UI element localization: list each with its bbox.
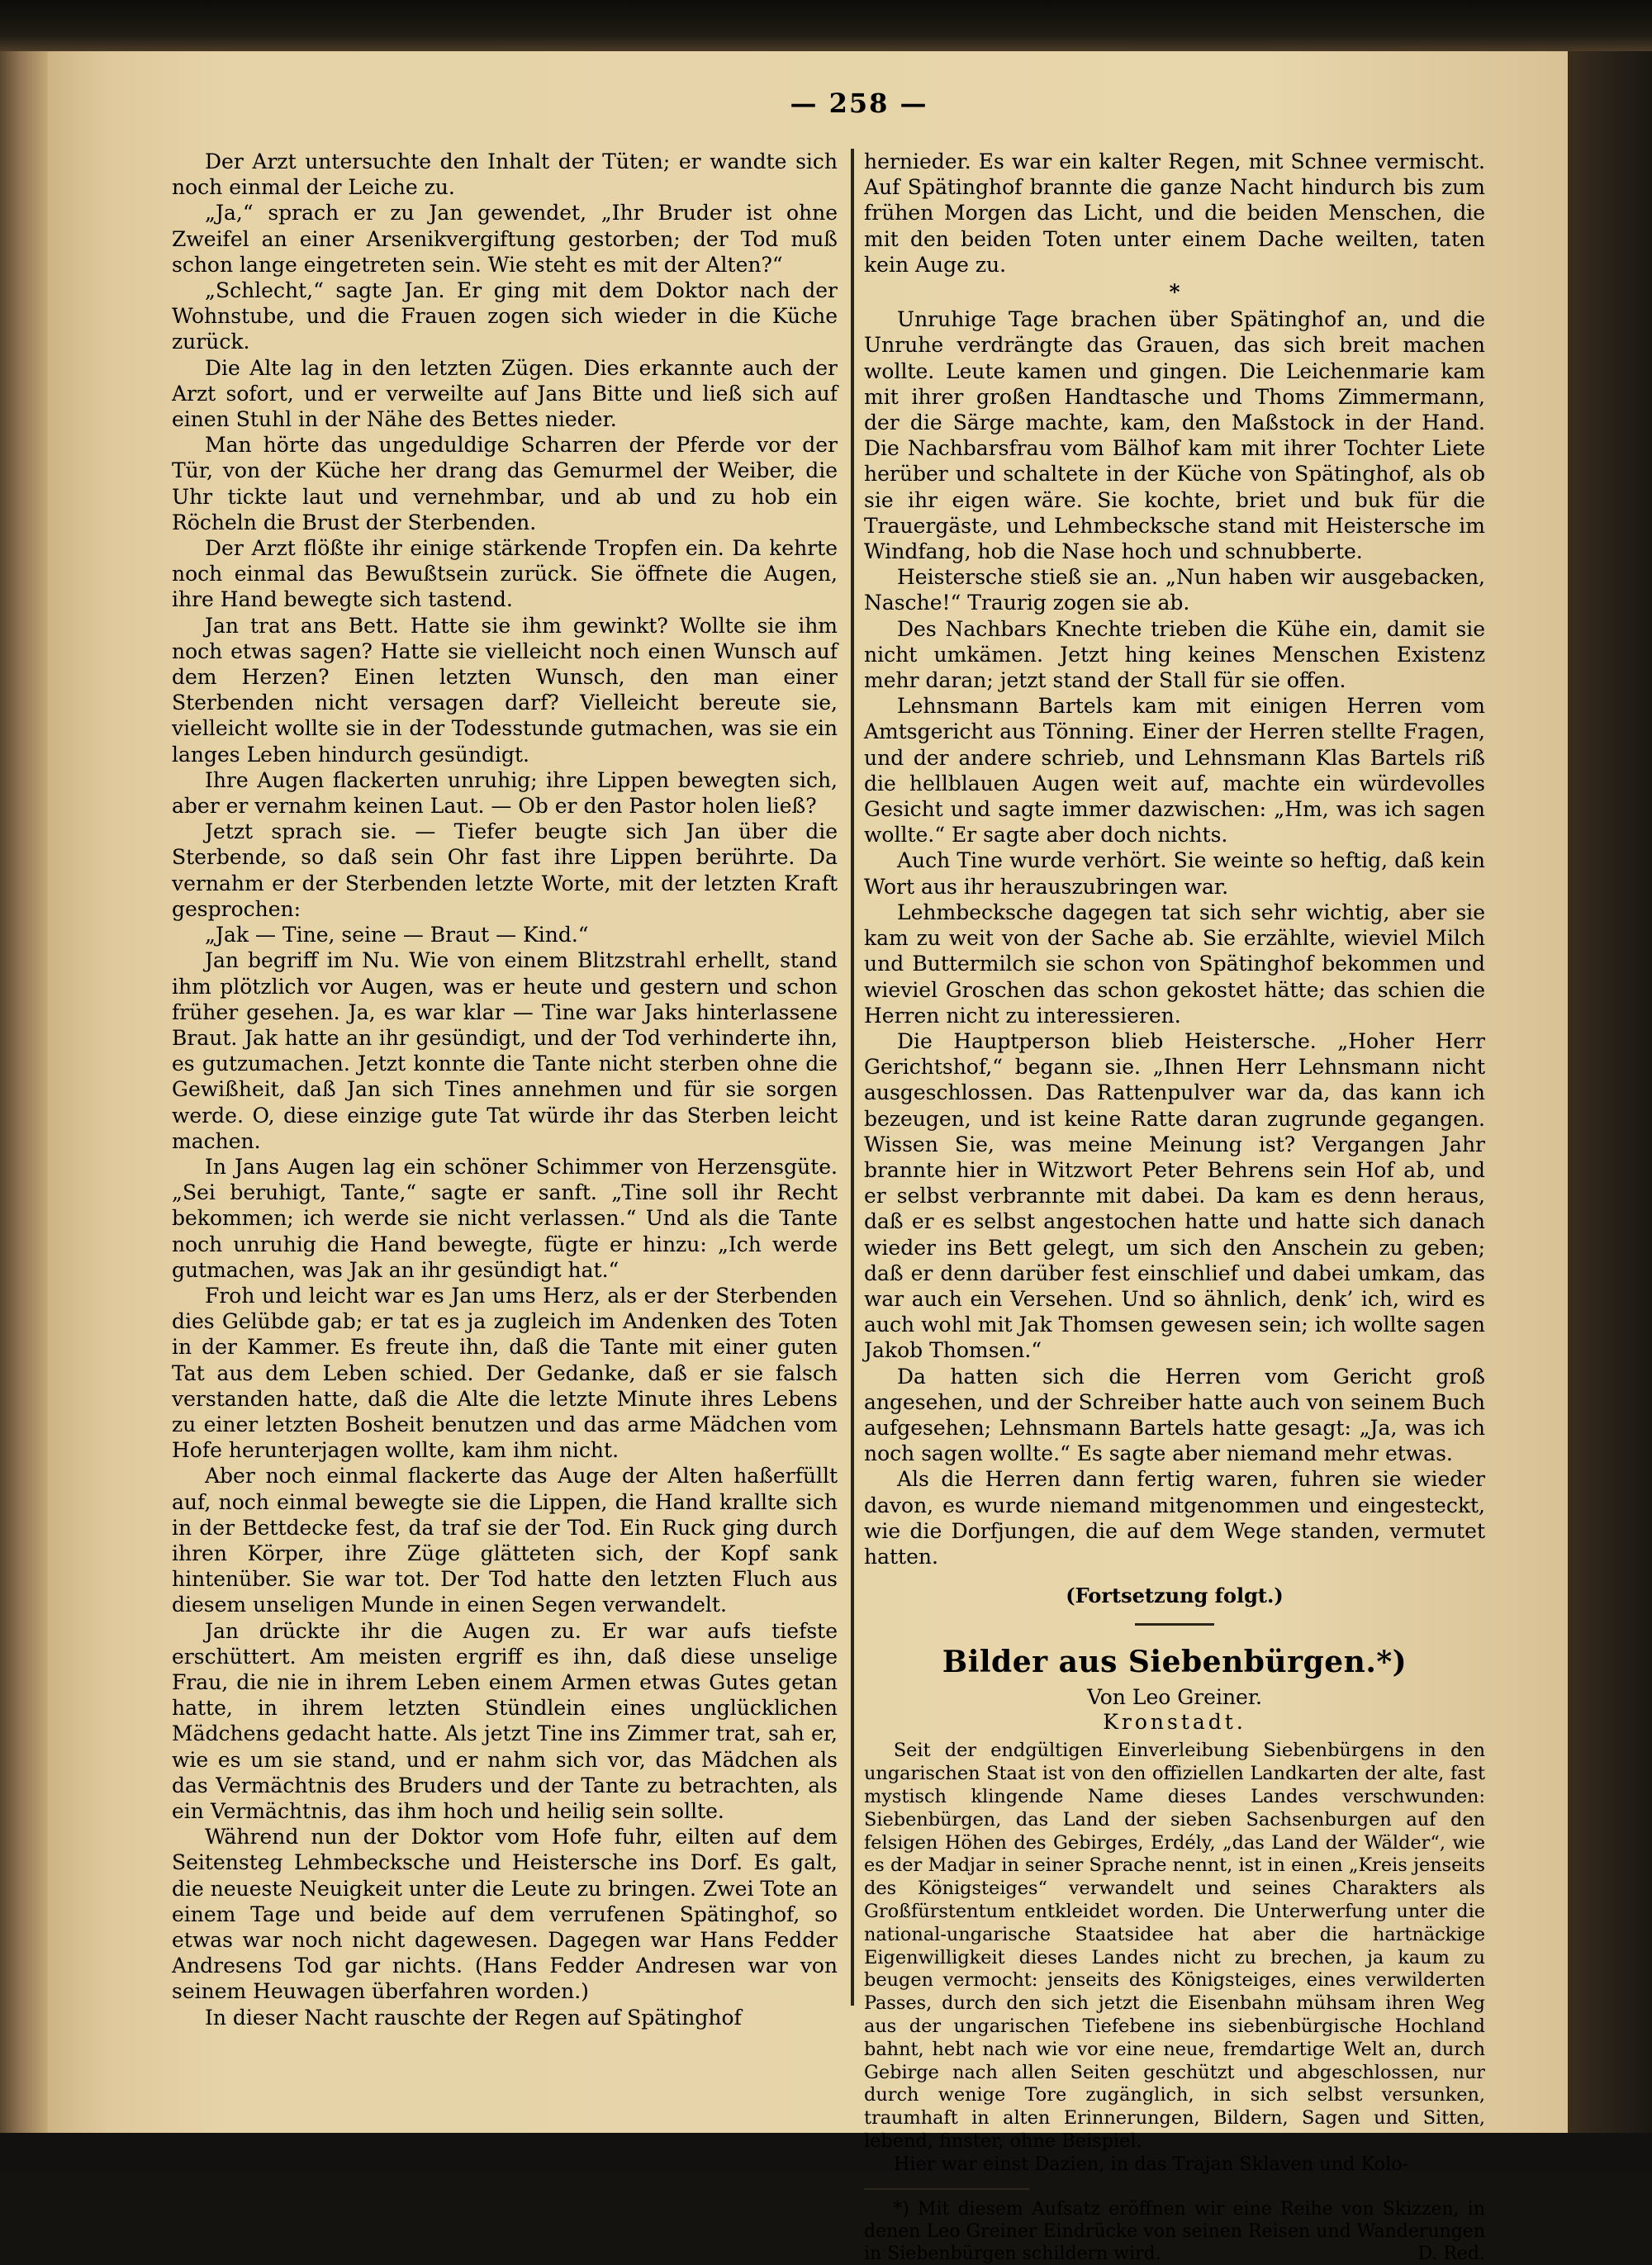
footnote (864, 2198, 1485, 2265)
paragraph: Während nun der Doktor vom Hofe fuhr, eilten auf dem Seitensteg Lehmbecksche und Heistersche ins Dorf. Es galt, die neueste Neuigkeit unter die Leute zu bringen. Zwei Tote an einem Tage und beide auf dem verrufenen Spätinghof, so etwas war noch nicht dagewesen. Dagegen war Hans Fedder Andresens Tod gar nichts. (Hans Fedder Andresen war von seinem Heuwagen überfahren worden.) (172, 1825, 838, 2004)
paragraph: Seit der endgültigen Einverleibung Siebenbürgens in den ungarischen Staat ist von den offiziellen Landkarten der alte, fast mystisch klingende Name dieses Landes verschwunden: Siebenbürgen, das Land der sieben Sachsenburgen auf den felsigen Höhen des Gebirges, Erdély, „das Land der Wälder“, wie es der Madjar in seiner Sprache nennt, ist in einen „Kreis jenseits des Königsteiges“ verwandelt und seines Charakters als Großfürstentum entkleidet worden. Die Unterwerfung unter die national-ungarische Staatsidee hat aber die hartnäckige Eigenwilligkeit dieses Landes nicht zu brechen, ja kaum zu beugen vermocht: jenseits des Königsteiges, eines verwilderten Passes, durch den sich jetzt die Eisenbahn mühsam ihren Weg aus der ungarischen Tiefebene ins siebenbürgische Hochland bahnt, hebt nach wie vor eine neue, fremdartige Welt an, durch Gebirge nach allen Seiten geschützt und abgeschlossen, nur durch wenige Tore zugänglich, in sich selbst versunken, traumhaft in alten Erinnerungen, Bildern, Sagen und Sitten, lebend, finster, ohne Beispiel. (864, 1740, 1485, 2152)
paragraph: Lehnsmann Bartels kam mit einigen Herren vom Amtsgericht aus Tönning. Einer der Herren stellte Fragen, und der andere schrieb, und Lehnsmann Klas Bartels riß die hellblauen Augen weit auf, machte ein würdevolles Gesicht und sagte immer dazwischen: „Hm, was ich sagen wollte.“ Er sagte aber doch nichts. (864, 694, 1485, 848)
paragraph: Jan drückte ihr die Augen zu. Er war aufs tiefste erschüttert. Am meisten ergriff es ihn, daß diese unselige Frau, die nie in ihrem Leben einem Armen etwas Gutes getan hatte, in ihrem letzten Stündlein eines unglücklichen Mädchens gedacht hatte. Als jetzt Tine ins Zimmer trat, sah er, wie es um sie stand, und er nahm sich vor, das Mädchen als das Vermächtnis des Bruders und der Tante zu betrachten, als ein Vermächtnis, das ihm hoch und heilig sein sollte. (172, 1618, 838, 1823)
paragraph: Jetzt sprach sie. — Tiefer beugte sich Jan über die Sterbende, so daß sein Ohr fast ihre Lippen berührte. Da vernahm er der Sterbenden letzte Worte, mit der letzten Kraft gesprochen: (172, 819, 838, 921)
book-top-edge (0, 0, 1652, 51)
book-spine-edge (0, 51, 50, 2133)
paragraph: Unruhige Tage brachen über Spätinghof an, und die Unruhe verdrängte das Grauen, das sich breit machen wollte. Leute kamen und gingen. Die Leichenmarie kam mit ihrer großen Handtasche und Thoms Zimmermann, der die Särge machte, kam, den Maßstock in der Hand. Die Nachbarsfrau vom Bälhof kam mit ihrer Tochter Liete herüber und schaltete in der Küche von Spätinghof, als ob sie ihr eigen wäre. Sie kochte, briet und buk für die Trauergäste, und Lehmbecksche stand mit Heistersche im Windfang, hob die Nase hoch und schnubberte. (864, 307, 1485, 564)
book-right-edge (1568, 51, 1652, 2133)
continuation-note: (Fortsetzung folgt.) (1066, 1584, 1284, 1608)
paragraph: Lehmbecksche dagegen tat sich sehr wichtig, aber sie kam zu weit von der Sache ab. Sie erzählte, wieviel Milch und Buttermilch sie schon von Spätinghof bekommen und wieviel Groschen das schon gekostet hätte; das schien die Herren nicht zu interessieren. (864, 900, 1485, 1028)
section-asterisk: * (1169, 280, 1180, 305)
paragraph: Des Nachbars Knechte trieben die Kühe ein, damit sie nicht umkämen. Jetzt hing keines Menschen Existenz mehr daran; jetzt stand der Stall für sie offen. (864, 616, 1485, 693)
paragraph: hernieder. Es war ein kalter Regen, mit Schnee vermischt. Auf Spätinghof brannte die ganze Nacht hindurch bis zum frühen Morgen das Licht, und die beiden Menschen, die mit den beiden Toten unter einem Dache weilten, taten kein Auge zu. (864, 150, 1485, 277)
paragraph: Auch Tine wurde verhört. Sie weinte so heftig, daß kein Wort aus ihr herauszubringen war. (864, 848, 1485, 899)
paragraph: „Ja,“ sprach er zu Jan gewendet, „Ihr Bruder ist ohne Zweifel an einer Arsenikvergiftung gestorben; der Tod muß schon lange eingetreten sein. Wie steht es mit der Alten?“ (172, 201, 838, 277)
paragraph: Als die Herren dann fertig waren, fuhren sie wieder davon, es wurde niemand mitgenommen und eingesteckt, wie die Dorfjungen, die auf dem Wege standen, vermutet hatten. (864, 1467, 1485, 1569)
article-author: Von Leo Greiner. (1086, 1685, 1262, 1710)
paragraph: In Jans Augen lag ein schöner Schimmer von Herzensgüte. „Sei beruhigt, Tante,“ sagte er sanft. „Tine soll ihr Recht bekommen; ich werde sie nicht verlassen.“ Und als die Tante noch unruhig die Hand bewegte, fügte er hinzu: „Ich werde gutmachen, was Jak an ihr gesündigt hat.“ (172, 1154, 838, 1282)
paragraph: Froh und leicht war es Jan ums Herz, als er der Sterbenden dies Gelübde gab; er tat es ja zugleich im Andenken des Toten in der Kammer. Es freute ihn, daß die Tante mit einer guten Tat aus dem Leben schied. Der Gedanke, daß er sie falsch verstanden hatte, daß die Alte die letzte Minute ihres Lebens zu einer letzten Bosheit benutzen und das arme Mädchen vom Hofe herunterjagen wollte, kam ihm nicht. (172, 1283, 838, 1463)
footnote-text: *) Mit diesem Aufsatz eröffnen wir eine Reihe von Skizzen, in denen Leo Greiner Eindrücke von seinen Reisen und Wanderungen in Siebenbürgen schildern wird. (864, 2198, 1485, 2264)
paragraph: „Jak — Tine, seine — Braut — Kind.“ (205, 923, 589, 947)
paragraph: Die Hauptperson blieb Heistersche. „Hoher Herr Gerichtshof,“ begann sie. „Ihnen Herr Lehnsmann nicht ausgeschlossen. Das Rattenpulver war da, das kann ich bezeugen, und ist keine Ratte daran zugrunde gegangen. Wissen Sie, was meine Meinung ist? Vergangen Jahr brannte hier in Witzwort Peter Behrens sein Hof ab, und er selbst verbrannte mit dabei. Da kam es denn heraus, daß er es selbst angestochen hatte und hatte sich danach wieder ins Bett gelegt, um sich den Anschein zu geben; daß er denn darüber fest einschlief und dabei umkam, das war auch ein Versehen. Und so ähnlich, denk’ ich, wird es auch wohl mit Jak Thomsen gewesen sein; ich wollte sagen Jakob Thomsen.“ (864, 1028, 1485, 1363)
article-place: Kronstadt. (1103, 1710, 1246, 1735)
paragraph: Man hörte das ungeduldige Scharren der Pferde vor der Tür, von der Küche her drang das Gemurmel der Weiber, die Uhr tickte laut und vernehmbar, und ab und zu hob ein Röcheln die Brust der Sterbenden. (172, 433, 838, 534)
paragraph: Da hatten sich die Herren vom Gericht groß angesehen, und der Schreiber hatte auch von seinem Buch aufgesehen; Lehnsmann Bartels hatte gesagt: „Ja, was ich noch sagen wollte.“ Es sagte aber niemand mehr etwas. (864, 1364, 1485, 1466)
paragraph: Hier war einst Dazien, in das Trajan Sklaven und Kolo- (893, 2153, 1409, 2175)
paragraph: Die Alte lag in den letzten Zügen. Dies erkannte auch der Arzt sofort, und er verweilte auf Jans Bitte und ließ sich auf einen Stuhl in der Nähe des Bettes nieder. (172, 355, 838, 432)
page-number: — 258 — (790, 88, 928, 119)
paragraph: Jan trat ans Bett. Hatte sie ihm gewinkt? Wollte sie ihm noch etwas sagen? Hatte sie vielleicht noch einen Wunsch auf dem Herzen? Einen letzten Wunsch, den man einer Sterbenden nicht versagen darf? Vielleicht bereute sie, vielleicht wollte sie in der Todesstunde gutmachen, was sie ein langes Leben hindurch gesündigt. (172, 613, 838, 767)
footnote-rule (864, 2188, 1029, 2190)
paragraph: Jan begriff im Nu. Wie von einem Blitzstrahl erhellt, stand ihm plötzlich vor Augen, was er heute und gestern und schon früher gesehen. Ja, es war klar — Tine war Jaks hinterlassene Braut. Jak hatte an ihr gesündigt, und der Tod verhinderte ihn, es gutzumachen. Jetzt konnte die Tante nicht sterben ohne die Gewißheit, daß Jan sich Tines annehmen und für sie sorgen werde. O, diese einzige gute Tat würde ihr das Sterben leicht machen. (172, 948, 838, 1153)
article-title: Bilder aus Siebenbürgen.*) (942, 1645, 1408, 1680)
paragraph: Heistersche stieß sie an. „Nun haben wir ausgebacken, Nasche!“ Traurig zogen sie ab. (864, 565, 1485, 615)
paragraph: „Schlecht,“ sagte Jan. Er ging mit dem Doktor nach der Wohnstube, und die Frauen zogen sich wieder in die Küche zurück. (172, 278, 838, 354)
paragraph: In dieser Nacht rauschte der Regen auf Spätinghof (205, 2005, 742, 2030)
article-body (864, 1740, 1485, 2176)
footnote-signature: D. Red. (1417, 2243, 1485, 2264)
paragraph: Der Arzt untersuchte den Inhalt der Tüten; er wandte sich noch einmal der Leiche zu. (172, 150, 838, 200)
paragraph: Der Arzt flößte ihr einige stärkende Tropfen ein. Da kehrte noch einmal das Bewußtsein zurück. Sie öffnete die Augen, ihre Hand bewegte sich tastend. (172, 536, 838, 612)
paragraph: Ihre Augen flackerten unruhig; ihre Lippen bewegten sich, aber er vernahm keinen Laut. — Ob er den Pastor holen ließ? (172, 767, 838, 819)
right-column (864, 149, 1485, 2265)
section-rule (1135, 1623, 1214, 1626)
left-column (172, 149, 838, 2030)
column-divider (851, 149, 854, 2006)
paragraph: Aber noch einmal flackerte das Auge der Alten haßerfüllt auf, noch einmal bewegte sie die Lippen, die Hand krallte sich in der Bettdecke fest, da traf sie der Tod. Ein Ruck ging durch ihren Körper, ihre Züge glätteten sich, der Kopf sank hintenüber. Sie war tot. Der Tod hatte den letzten Fluch aus diesem unseligen Munde in einen Segen verwandelt. (172, 1464, 838, 1617)
